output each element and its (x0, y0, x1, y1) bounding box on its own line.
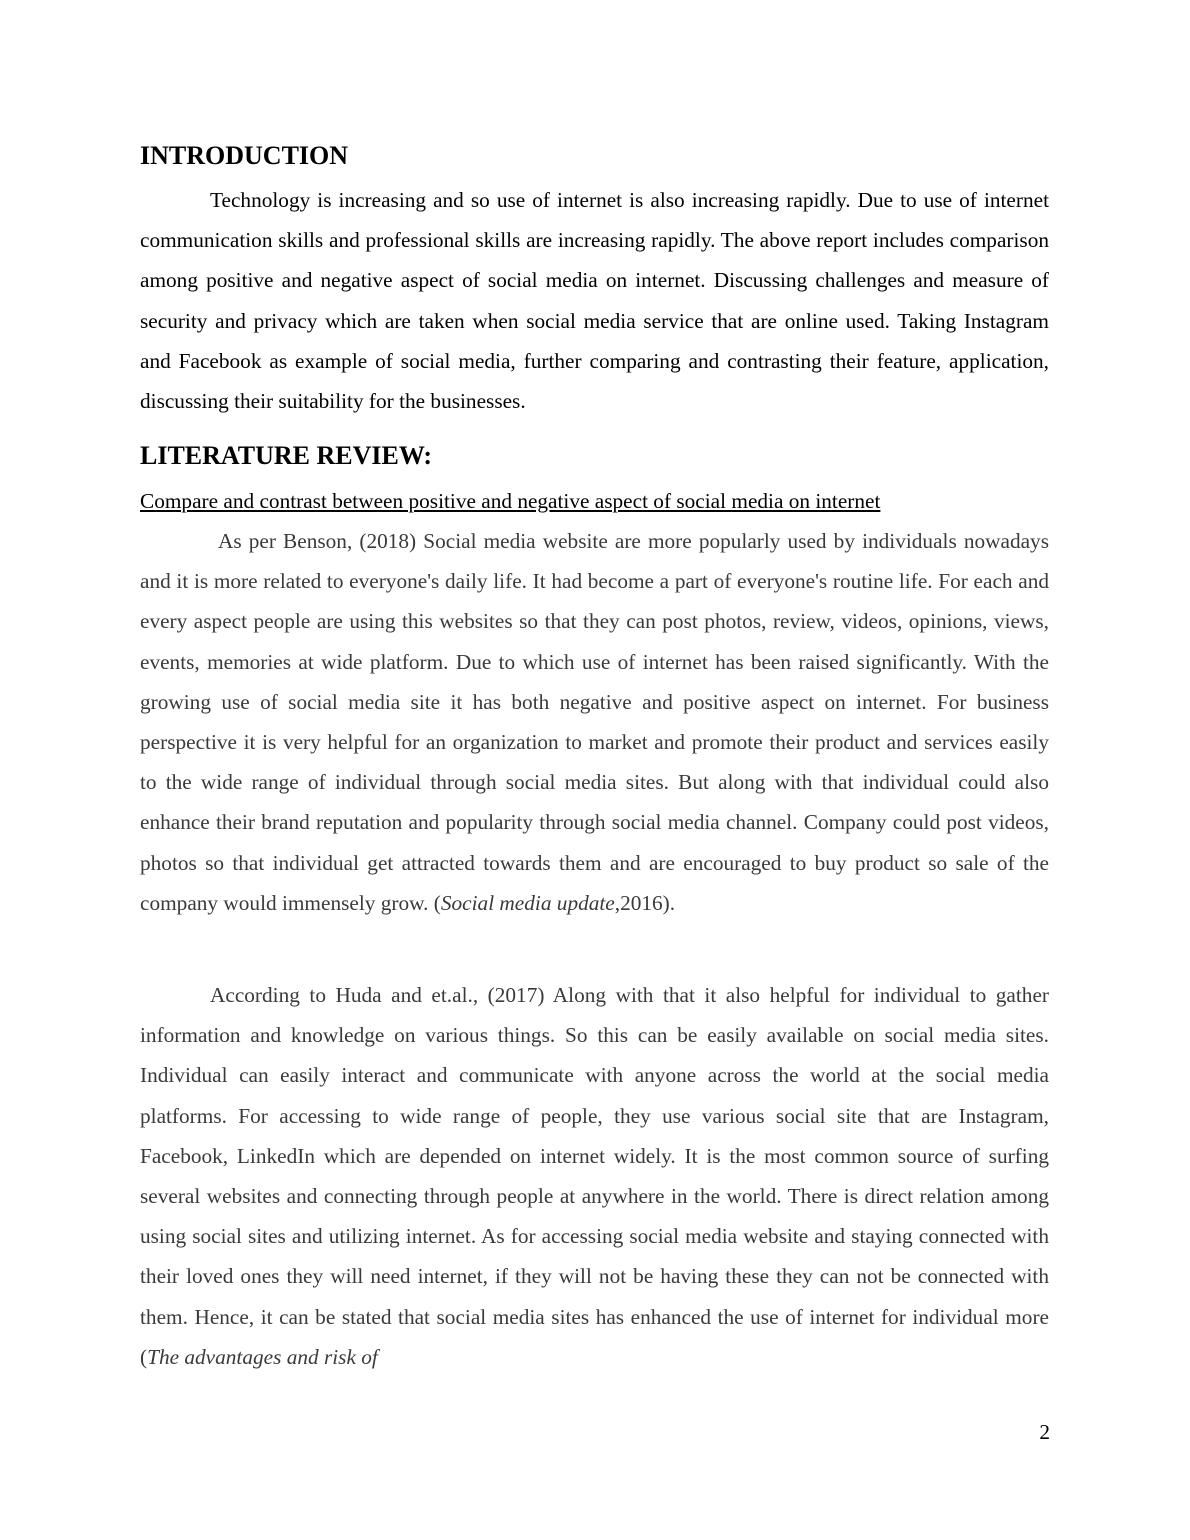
paragraph-1-citation-end: ,2016). (614, 890, 676, 915)
literature-review-paragraph-2 (140, 975, 1049, 1377)
introduction-paragraph: Technology is increasing and so use of internet is also increasing rapidly. Due to use of internet communication skills and professional skills are increasing rapidly. The above report includes comparison among positive and negative aspect of social media on internet. Discussing challenges and measure of security and privacy which are taken when social media service that are online used. Taking Instagram and Facebook as example of social media, further comparing and contrasting their feature, application, discussing their suitability for the businesses. (140, 188, 1049, 414)
paragraph-1-citation: Social media update (440, 890, 615, 915)
paragraph-2-citation: The advantages and risk of (147, 1344, 378, 1369)
introduction-heading: INTRODUCTION (140, 141, 349, 170)
literature-review-heading: LITERATURE REVIEW: (140, 441, 433, 470)
page-number: 2 (1039, 1420, 1050, 1444)
paragraph-1-text: As per Benson, (2018) Social media website are more popularly used by individuals nowadays and it is more related to everyone's daily life. It had become a part of everyone's routine life. For each and every aspect people are using this websites so that they can post photos, review, videos, opinions, views, events, memories at wide platform. Due to which use of internet has been raised significantly. With the growing use of social media site it has both negative and positive aspect on internet. For business perspective it is very helpful for an organization to market and promote their product and services easily to the wide range of individual through social media sites. But along with that individual could also enhance their brand reputation and popularity through social media channel. Company could post videos, photos so that individual get attracted towards them and are encouraged to buy product so sale of the company would immensely grow. ( (140, 529, 1049, 915)
paragraph-2-text: According to Huda and et.al., (2017) Along with that it also helpful for individual to gather information and knowledge on various things. So this can be easily available on social media sites. Individual can easily interact and communicate with anyone across the world at the social media platforms. For accessing to wide range of people, they use various social site that are Instagram, Facebook, LinkedIn which are depended on internet widely. It is the most common source of surfing several websites and connecting through people at anywhere in the world. There is direct relation among using social sites and utilizing internet. As for accessing social media website and staying connected with their loved ones they will need internet, if they will not be having these they can not be connected with them. Hence, it can be stated that social media sites has enhanced the use of internet for individual more ( (140, 983, 1049, 1369)
literature-review-paragraph-1 (140, 521, 1049, 923)
literature-review-subheading: Compare and contrast between positive and negative aspect of social media on internet (140, 489, 881, 513)
